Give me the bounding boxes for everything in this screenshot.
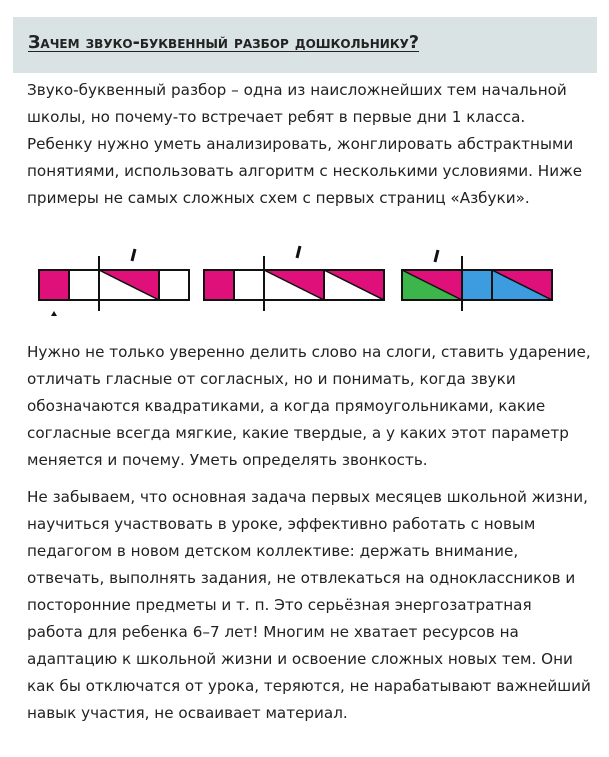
scheme-1-cell-2	[69, 270, 99, 300]
scheme-2	[204, 246, 384, 311]
scheme-3-cell-2	[462, 270, 492, 300]
scheme-3	[402, 250, 552, 311]
page-title: Зачем звуко-буквенный разбор дошкольнику?	[28, 33, 420, 53]
scheme-2-cell-1	[204, 270, 234, 300]
paragraph-skills: Нужно не только уверенно делить слово на слоги, ставить ударение, отличать гласные от согласных, но и понимать, когда звуки обозначаются квадратиками, а когда прямоугольниками, какие согласные всегда мягкие, какие твердые, а у каких этот параметр меняется и почему. Уметь определять звонкость.	[27, 343, 591, 469]
title-banner	[13, 17, 597, 73]
paragraph-adaptation: Не забываем, что основная задача первых месяцев школьной жизни, научиться участвовать в уроке, эффективно работать с новым педагогом в новом детском коллективе: держать внимание, отвечать, выполнять задания, не отвлекаться на одноклассников и посторонние предметы и т. п. Это серьёзная энергозатратная работа для ребенка 6–7 лет! Многим не хватает ресурсов на адаптацию к школьной жизни и освоение сложных новых тем. Они как бы отключатся от урока, теряются, не нарабатывают важнейший навык участия, не осваивает материал.	[27, 488, 591, 722]
paragraph-intro: Звуко-буквенный разбор – одна из наисложнейших тем начальной школы, но почему-то встречает ребят в первые дни 1 класса. Ребенку нужно уметь анализировать, жонглировать абстрактными понятиями, использовать алгоритм с несколькими условиями. Ниже примеры не самых сложных схем с первых страниц «Азбуки».	[27, 81, 583, 207]
scheme-1	[39, 249, 189, 316]
scheme-1-cell-1	[39, 270, 69, 300]
sound-letter-schemes	[37, 243, 557, 323]
scheme-1-stress-mark	[132, 249, 135, 261]
scheme-1-hardness-mark	[51, 311, 57, 316]
scheme-2-cell-2	[234, 270, 264, 300]
scheme-2-stress-mark	[297, 246, 300, 258]
scheme-1-cell-4	[159, 270, 189, 300]
scheme-3-stress-mark	[435, 250, 438, 262]
